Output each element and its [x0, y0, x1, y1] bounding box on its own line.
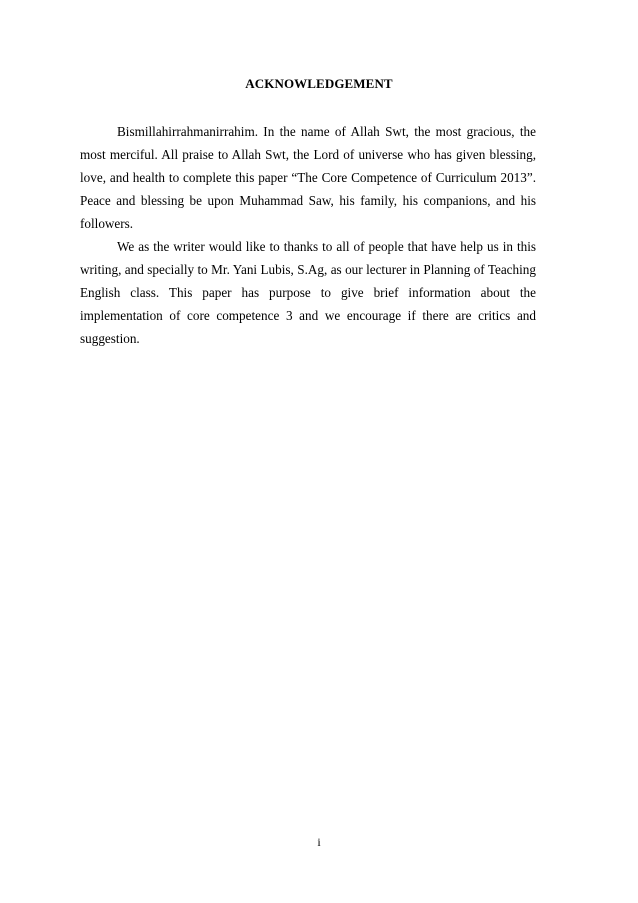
page-number: i — [317, 835, 321, 849]
body-text — [80, 120, 536, 350]
page-title: ACKNOWLEDGEMENT — [245, 76, 393, 91]
paragraph-1: Bismillahirrahmanirrahim. In the name of Allah Swt, the most gracious, the most merciful. All praise to Allah Swt, the Lord of universe who has given blessing, love, and health to complete this paper “The Core Competence of Curriculum 2013”. Peace and blessing be upon Muhammad Saw, his family, his companions, and his followers. — [80, 124, 536, 231]
paragraph-2: We as the writer would like to thanks to all of people that have help us in this writing, and specially to Mr. Yani Lubis, S.Ag, as our lecturer in Planning of Teaching English class. This paper has purpose to give brief information about the implementation of core competence 3 and we encourage if there are critics and suggestion. — [80, 239, 536, 346]
